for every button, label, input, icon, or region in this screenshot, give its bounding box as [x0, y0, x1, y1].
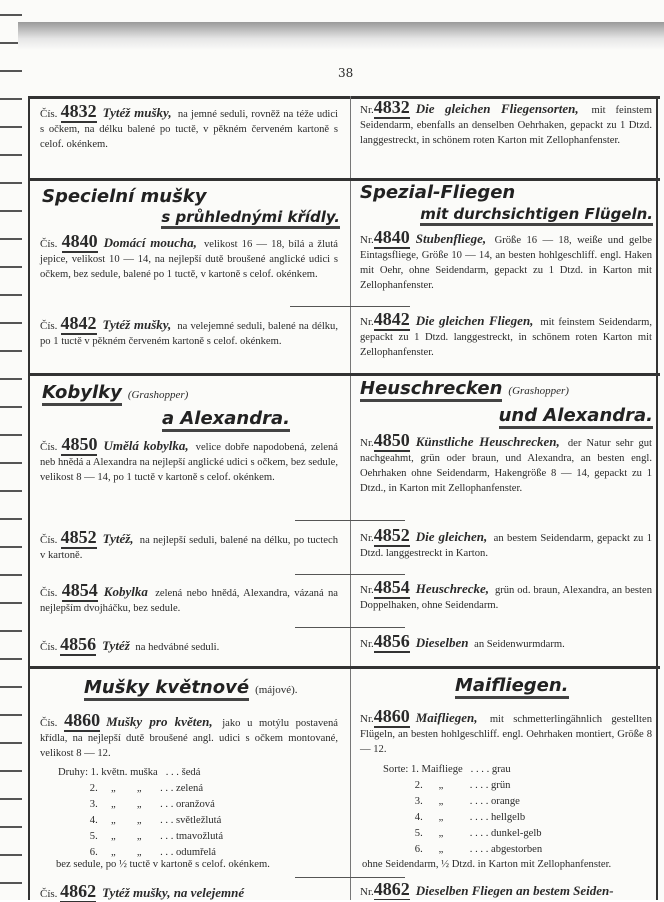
section-subtitle-cz: a Alexandra.: [162, 408, 290, 432]
item-title: Umělá kobylka,: [103, 438, 189, 453]
label: Čís.: [40, 320, 58, 332]
section-header-cz: [42, 382, 188, 406]
rule: [28, 96, 660, 99]
label: Nr.: [360, 437, 374, 449]
item-number: 4832: [60, 101, 97, 121]
item-text: na nejlepší seduli, balené na délku, po tuctech v kartoně.: [40, 535, 339, 561]
label: Čís.: [40, 888, 58, 900]
item-title: Dieselben: [415, 635, 469, 650]
item-text: velikost 16 — 18, bílá a žlutá jepice, velikost 10 — 14, na nejlepší dutě broušené anglické udici s očkem, bez sedule, balené po 1 tuctě, v kartoně s celof. okénkem.: [40, 239, 339, 280]
item-number: 4852: [60, 527, 97, 547]
item-number: 4860: [64, 710, 101, 730]
item-text: an Seidenwurmdarm.: [474, 639, 565, 650]
item-text: mit schmetterlingähnlich gestellten Flügeln, an besten hohlgeschliff. engl. Oehrhaken montiert, Größe 8 — 12.: [360, 714, 652, 755]
item-title: Heuschrecke,: [415, 581, 490, 596]
spiral-binding: [0, 0, 22, 900]
entry-4862-cz: [40, 884, 338, 902]
section-subtitle-de: und Alexandra.: [499, 405, 653, 429]
entry-4860-cz: [40, 710, 338, 761]
left-border: [28, 96, 30, 900]
label: Čís.: [40, 441, 58, 453]
item-text: na velejemné seduli, balené na délku, po 1 tuctě v pěkném červeném kartoně s celof. okénkem.: [40, 321, 339, 347]
item-number: 4842: [373, 309, 410, 329]
list-item: 3. „ . . . . orange: [383, 796, 520, 807]
item-title: Tytéž,: [102, 531, 134, 546]
page-top-edge: [18, 22, 664, 50]
section-header-de: [360, 182, 515, 203]
entry-4852-de: [360, 525, 653, 561]
variety-list-de: [383, 762, 542, 858]
footer-cz: bez sedule, po ½ tuctě v kartoně s celof. okénkem.: [56, 859, 270, 870]
separator: [295, 574, 405, 575]
entry-4852-cz: [40, 527, 339, 563]
list-item: 4. „ „ . . . světležlutá: [58, 815, 222, 826]
item-number: 4856: [60, 634, 97, 654]
section-header-cz: [84, 677, 298, 701]
section-subtitle-row-cz: [40, 208, 340, 229]
section-title-cz: Kobylky: [42, 382, 122, 406]
entry-4862-de: [360, 882, 656, 900]
item-text: Größe 16 — 18, weiße und gelbe Eintagsfliege, Größe 10 — 14, an besten hohlgeschliff. engl. Haken mit Oehr, ohne Seidendarm, gepackt zu 1 Dtzd. in Karton mit Zellophanfenster.: [360, 235, 652, 291]
entry-4854-de: [360, 577, 652, 613]
list-item: 4. „ . . . . hellgelb: [383, 812, 526, 823]
item-number: 4850: [373, 430, 410, 450]
section-title-cz: Mušky květnové: [84, 677, 249, 701]
entry-4856-de: [360, 631, 652, 652]
separator: [295, 877, 405, 878]
entry-4840-de: [360, 227, 652, 293]
label: Nr.: [360, 886, 374, 898]
list-item: 5. „ . . . . dunkel-gelb: [383, 828, 542, 839]
label: Nr.: [360, 638, 374, 650]
list-item: 3. „ „ . . . oranžová: [58, 799, 215, 810]
label: Nr.: [360, 234, 374, 246]
separator: [295, 520, 405, 521]
entry-4832-de: [360, 97, 652, 148]
item-text: mit feinstem Seidendarm, gepackt zu 1 Dtzd. langgestreckt, in schönem roten Karton mit Zellophanfenster.: [360, 317, 652, 358]
list-item: Sorte: 1. Maifliege . . . . grau: [383, 764, 511, 775]
item-text: grün od. braun, Alexandra, an besten Doppelhaken, ohne Seidendarm.: [360, 585, 652, 611]
item-number: 4862: [60, 884, 96, 902]
item-text: mit feinstem Seidendarm, ebenfalls an denselben Oehrhaken, gepackt zu 1 Dtzd. langgestreckt, in schönem roten Karton mit Zellophanfenster.: [360, 105, 652, 146]
page-number: 38: [338, 66, 354, 80]
label: Čís.: [40, 717, 58, 729]
item-title: Künstliche Heuschrecken,: [415, 434, 560, 449]
item-title: Die gleichen,: [415, 529, 488, 544]
item-title: Domácí moucha,: [103, 235, 197, 250]
footer-de: ohne Seidendarm, ½ Dtzd. in Karton mit Zellophanfenster.: [362, 859, 612, 870]
separator: [295, 627, 405, 628]
item-title: Dieselben Fliegen an bestem Seiden-: [415, 883, 614, 898]
list-item: 6. „ „ . . . odumřelá: [58, 847, 216, 858]
section-subtitle-de: mit durchsichtigen Flügeln.: [420, 205, 653, 226]
column-divider: [350, 96, 351, 900]
variety-list-cz: [58, 765, 223, 861]
label: Čís.: [40, 534, 58, 546]
item-title: Tytéž mušky,: [102, 105, 172, 120]
entry-4860-de: [360, 706, 652, 757]
item-number: 4832: [373, 97, 410, 117]
section-note-cz: (Grashopper): [127, 389, 189, 401]
label: Nr.: [360, 532, 374, 544]
entry-4832-cz: [40, 101, 338, 152]
section-subtitle-cz: s průhlednými křídly.: [161, 208, 340, 229]
label: Nr.: [360, 713, 374, 725]
section-subtitle-row-de: [356, 405, 653, 429]
right-border: [656, 96, 658, 900]
item-text: jako u motýlu postavená křídla, na nejlepší dutě broušené angl. udici s očkem montované, velikost 8 — 12.: [40, 718, 338, 759]
rule: [28, 666, 660, 669]
section-title-de: Heuschrecken: [360, 378, 502, 402]
item-text: na jemné seduli, rovněž na téže udici s očkem, na délku balené po tuctě, v pěkném červeném kartoně s celof. okénkem.: [40, 109, 338, 150]
separator: [290, 306, 410, 307]
label: Čís.: [40, 641, 58, 653]
entry-4854-cz: [40, 580, 339, 616]
section-note-cz: (májové).: [255, 684, 298, 696]
list-item: 5. „ „ . . . tmavožlutá: [58, 831, 224, 842]
item-text: an bestem Seidendarm, gepackt zu 1 Dtzd. langgestreckt in Karton.: [360, 533, 653, 559]
entry-4850-de: [360, 430, 652, 496]
section-note-de: (Grashopper): [508, 385, 569, 397]
label: Nr.: [360, 104, 374, 116]
item-title: Kobylka: [103, 584, 148, 599]
list-item: 6. „ . . . . abgestorben: [383, 844, 543, 855]
section-title-de: Spezial-Fliegen: [360, 182, 516, 203]
section-title-de: Maifliegen.: [455, 675, 569, 699]
item-text: zelená nebo hnědá, Alexandra, vázaná na nejlepším dvojháčku, bez sedule.: [40, 588, 339, 614]
item-title: Maifliegen,: [415, 710, 478, 725]
label: Nr.: [360, 316, 374, 328]
item-number: 4854: [373, 577, 410, 597]
entry-4850-cz: [40, 434, 338, 485]
item-title: Tytéž mušky,: [102, 317, 172, 332]
entry-4856-cz: [40, 634, 338, 655]
list-item: 2. „ . . . . grün: [383, 780, 511, 791]
item-title: Stubenfliege,: [415, 231, 487, 246]
item-number: 4862: [374, 882, 410, 900]
item-number: 4842: [60, 313, 97, 333]
section-subtitle-row-cz: [40, 408, 290, 432]
section-header-de: [360, 378, 569, 402]
item-number: 4856: [373, 631, 410, 651]
item-number: 4852: [373, 525, 410, 545]
item-title: Mušky pro květen,: [106, 714, 213, 729]
section-title-cz: Specielní mušky: [42, 186, 207, 207]
rule: [28, 178, 660, 181]
label: Čís.: [40, 587, 58, 599]
item-number: 4860: [373, 706, 410, 726]
item-number: 4840: [61, 231, 98, 251]
item-text: velice dobře napodobená, zelená neb hnědá a Alexandra na nejlepší anglické udici s očkem, bez sedule, velikost 8 — 14, po 1 tuctě v kartoně s celof. okénkem.: [40, 442, 338, 483]
item-number: 4854: [61, 580, 98, 600]
item-text: na hedvábné seduli.: [135, 642, 220, 653]
list-item: 2. „ „ . . . zelená: [58, 783, 204, 794]
label: Čís.: [40, 238, 58, 250]
item-title: Die gleichen Fliegen,: [415, 313, 534, 328]
entry-4842-cz: [40, 313, 339, 349]
item-title: Die gleichen Fliegensorten,: [415, 101, 579, 116]
label: Čís.: [40, 108, 58, 120]
entry-4840-cz: [40, 231, 339, 282]
item-title: Tytéž mušky, na velejemné: [102, 885, 245, 900]
entry-4842-de: [360, 309, 652, 360]
list-item: Druhy: 1. květn. muška . . . šedá: [58, 767, 201, 778]
section-header-cz: [42, 186, 207, 207]
section-header-de: [455, 675, 569, 699]
item-text: der Natur sehr gut nachgeahmt, grün oder braun, und Alexandra, an besten engl. Oehrhaken ohne Seidendarm, Hakengröße 8 — 14, gepackt zu 1 Dtzd., in Karton mit Zellophanfenster.: [360, 438, 652, 494]
item-number: 4850: [61, 434, 98, 454]
label: Nr.: [360, 584, 374, 596]
section-subtitle-row-de: [356, 205, 653, 226]
item-number: 4840: [373, 227, 410, 247]
item-title: Tytéž: [102, 638, 130, 653]
rule: [28, 373, 660, 376]
